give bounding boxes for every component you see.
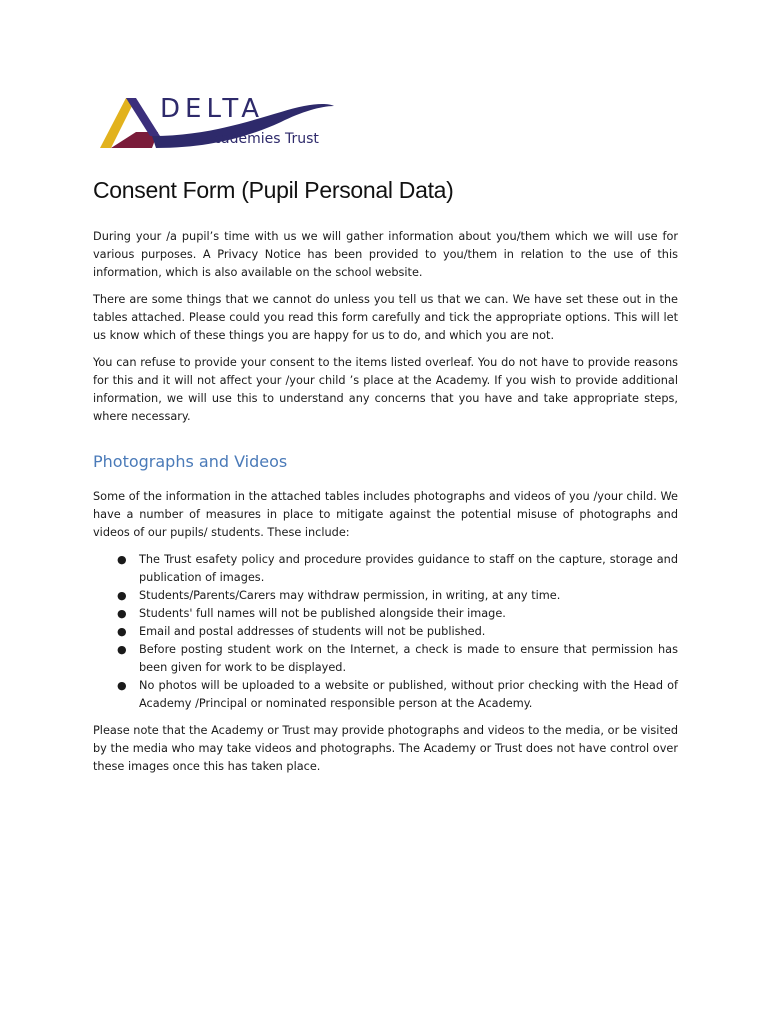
intro-paragraph: During your /a pupil’s time with us we will gather information about you/them which we will use for various purposes. A Privacy Notice has been provided to you/them in relation to the use of this information, which is also available on the school website. xyxy=(93,230,678,279)
list-item-text: No photos will be uploaded to a website or published, without prior checking with the Head of Academy /Principal or nominated responsible person at the Academy. xyxy=(139,679,678,710)
list-item-text: Email and postal addresses of students will not be published. xyxy=(139,625,486,638)
list-item-text: The Trust esafety policy and procedure provides guidance to staff on the capture, storage and publication of images. xyxy=(139,553,678,584)
bullet-icon: ● xyxy=(117,553,127,566)
page-title: Consent Form (Pupil Personal Data) xyxy=(93,177,454,203)
intro-paragraph: There are some things that we cannot do unless you tell us that we can. We have set these out in the tables attached. Please could you read this form carefully and tick the appropriate options. This will let us know which of these things you are happy for us to do, and which you are not. xyxy=(93,293,678,342)
list-item xyxy=(93,677,678,713)
logo-name: DELTA xyxy=(160,94,265,124)
list-item xyxy=(93,623,678,641)
delta-academies-trust-logo xyxy=(96,92,341,154)
document-body xyxy=(93,174,678,785)
intro-paragraph: You can refuse to provide your consent to the items listed overleaf. You do not have to provide reasons for this and it will not affect your /your child ’s place at the Academy. If you wish to provide additional information, we will use this to understand any concerns that you have and take appropriate steps, where necessary. xyxy=(93,356,678,423)
list-item xyxy=(93,587,678,605)
list-item-text: Students/Parents/Carers may withdraw permission, in writing, at any time. xyxy=(139,589,561,602)
logo-subtitle: Academies Trust xyxy=(204,131,319,147)
list-item xyxy=(93,605,678,623)
bullet-icon: ● xyxy=(117,679,127,692)
closing-paragraph: Please note that the Academy or Trust may provide photographs and videos to the media, or be visited by the media who may take videos and photographs. The Academy or Trust does not have control over these images once this has taken place. xyxy=(93,724,678,773)
bullet-icon: ● xyxy=(117,607,127,620)
bullet-icon: ● xyxy=(117,589,127,602)
list-item xyxy=(93,641,678,677)
list-item-text: Students' full names will not be published alongside their image. xyxy=(139,607,506,620)
bullet-icon: ● xyxy=(117,625,127,638)
measures-list xyxy=(93,551,678,713)
section-intro-paragraph: Some of the information in the attached tables includes photographs and videos of you /your child. We have a number of measures in place to mitigate against the potential misuse of photographs and videos of our pupils/ students. These include: xyxy=(93,490,678,539)
bullet-icon: ● xyxy=(117,643,127,656)
list-item-text: Before posting student work on the Internet, a check is made to ensure that permission has been given for work to be displayed. xyxy=(139,643,678,674)
section-heading: Photographs and Videos xyxy=(93,452,288,471)
list-item xyxy=(93,551,678,587)
